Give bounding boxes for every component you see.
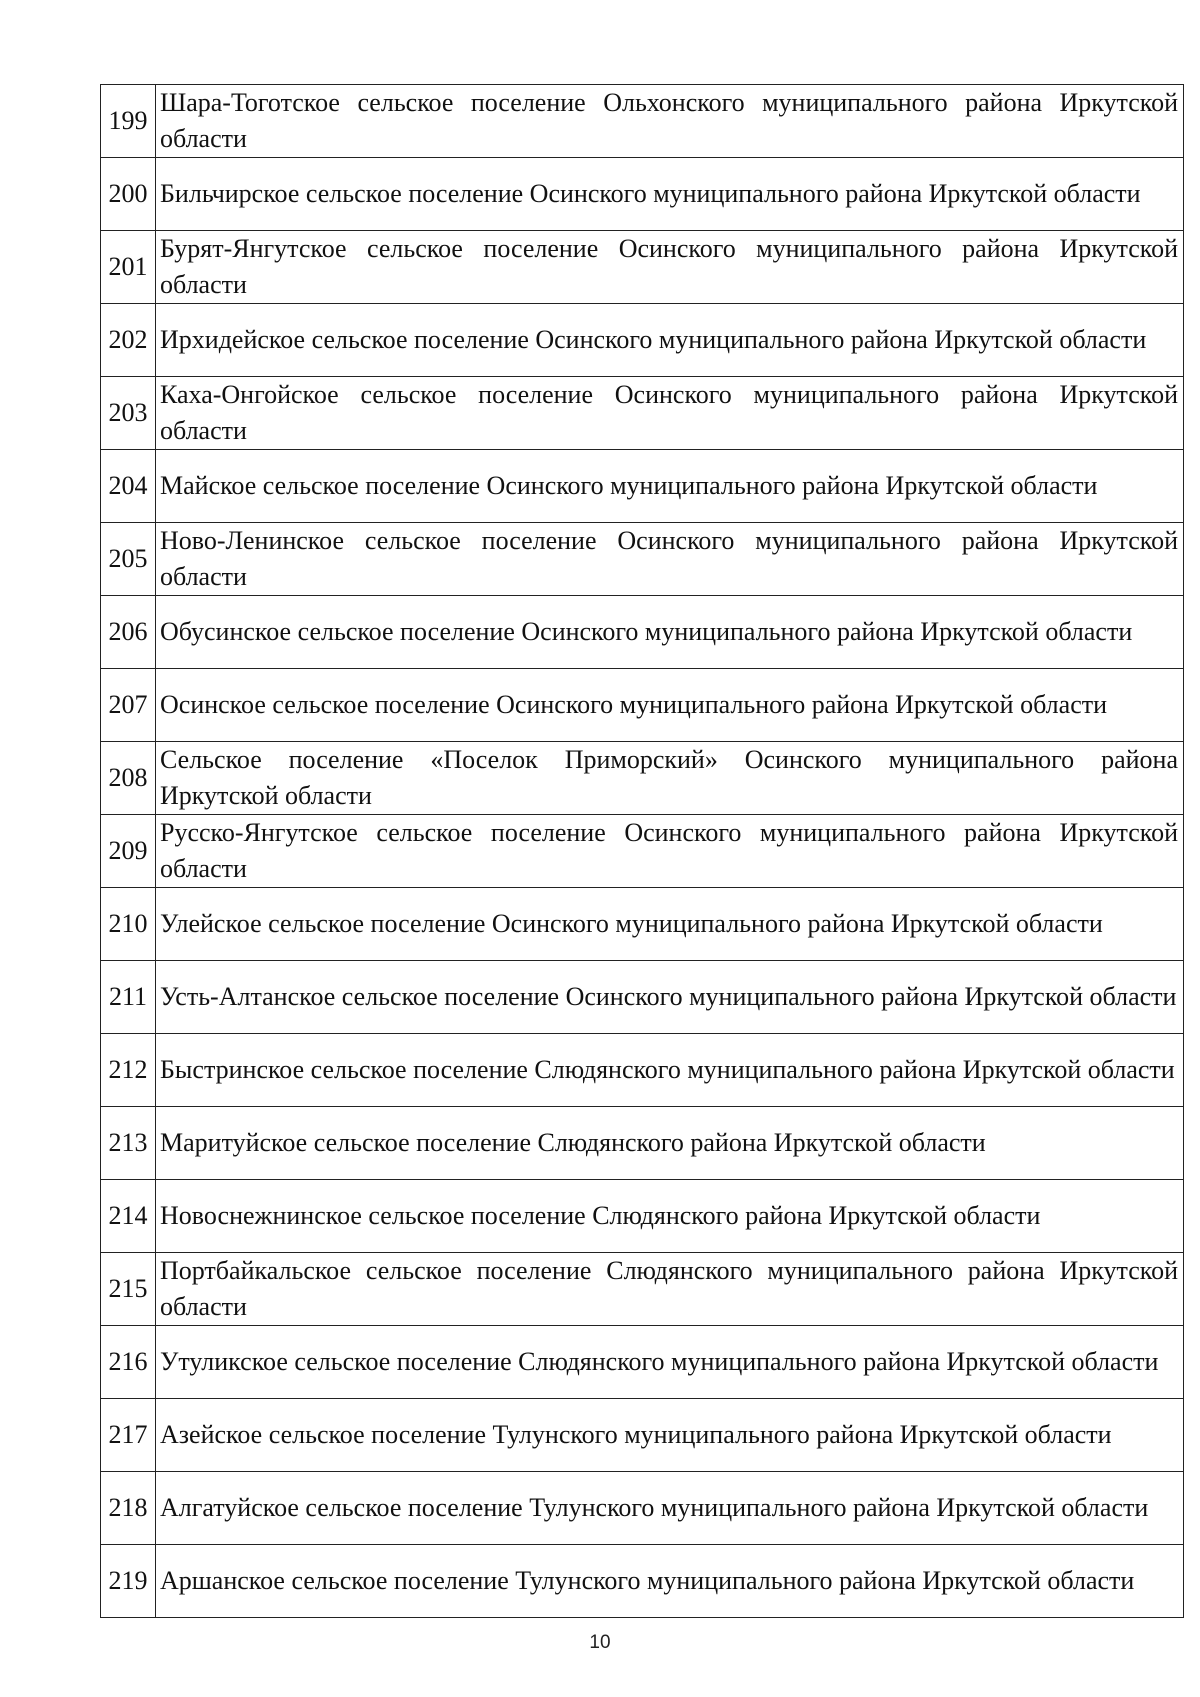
settlement-name: Майское сельское поселение Осинского муниципального района Иркутской области: [156, 450, 1184, 523]
row-number: 214: [101, 1180, 156, 1253]
row-number: 203: [101, 377, 156, 450]
table-row: [101, 888, 1184, 961]
row-number: 207: [101, 669, 156, 742]
settlement-name: Русско-Янгутское сельское поселение Осинского муниципального района Иркутской области: [156, 815, 1184, 888]
table-row: [101, 1180, 1184, 1253]
table-row: [101, 961, 1184, 1034]
settlement-name: Обусинское сельское поселение Осинского муниципального района Иркутской области: [156, 596, 1184, 669]
row-number: 201: [101, 231, 156, 304]
table-row: [101, 523, 1184, 596]
table-row: [101, 158, 1184, 231]
row-number: 217: [101, 1399, 156, 1472]
settlement-name: Ирхидейское сельское поселение Осинского муниципального района Иркутской области: [156, 304, 1184, 377]
table-row: [101, 1034, 1184, 1107]
table-row: [101, 1399, 1184, 1472]
table-row: [101, 85, 1184, 158]
row-number: 199: [101, 85, 156, 158]
settlement-name: Портбайкальское сельское поселение Слюдянского муниципального района Иркутской области: [156, 1253, 1184, 1326]
settlement-name: Алгатуйское сельское поселение Тулунского муниципального района Иркутской области: [156, 1472, 1184, 1545]
settlement-name: Осинское сельское поселение Осинского муниципального района Иркутской области: [156, 669, 1184, 742]
settlement-name: Шара-Тоготское сельское поселение Ольхонского муниципального района Иркутской области: [156, 85, 1184, 158]
settlement-name: Улейское сельское поселение Осинского муниципального района Иркутской области: [156, 888, 1184, 961]
settlement-name: Сельское поселение «Поселок Приморский» Осинского муниципального района Иркутской области: [156, 742, 1184, 815]
page-number: 10: [589, 1632, 611, 1653]
settlements-table: [100, 84, 1184, 1618]
settlement-name: Новоснежнинское сельское поселение Слюдянского района Иркутской области: [156, 1180, 1184, 1253]
settlement-name: Азейское сельское поселение Тулунского муниципального района Иркутской области: [156, 1399, 1184, 1472]
table-row: [101, 1107, 1184, 1180]
table-row: [101, 1472, 1184, 1545]
settlement-name: Каха-Онгойское сельское поселение Осинского муниципального района Иркутской области: [156, 377, 1184, 450]
row-number: 218: [101, 1472, 156, 1545]
row-number: 215: [101, 1253, 156, 1326]
table-row: [101, 596, 1184, 669]
table-row: [101, 1326, 1184, 1399]
table-row: [101, 377, 1184, 450]
settlement-name: Быстринское сельское поселение Слюдянского муниципального района Иркутской области: [156, 1034, 1184, 1107]
row-number: 216: [101, 1326, 156, 1399]
row-number: 205: [101, 523, 156, 596]
settlement-name: Бильчирское сельское поселение Осинского муниципального района Иркутской области: [156, 158, 1184, 231]
settlement-name: Утуликское сельское поселение Слюдянского муниципального района Иркутской области: [156, 1326, 1184, 1399]
row-number: 200: [101, 158, 156, 231]
row-number: 210: [101, 888, 156, 961]
table-row: [101, 742, 1184, 815]
row-number: 213: [101, 1107, 156, 1180]
settlement-name: Усть-Алтанское сельское поселение Осинского муниципального района Иркутской области: [156, 961, 1184, 1034]
table-row: [101, 450, 1184, 523]
row-number: 212: [101, 1034, 156, 1107]
settlement-name: Бурят-Янгутское сельское поселение Осинского муниципального района Иркутской области: [156, 231, 1184, 304]
table-row: [101, 231, 1184, 304]
row-number: 206: [101, 596, 156, 669]
row-number: 209: [101, 815, 156, 888]
table-row: [101, 1545, 1184, 1618]
table-row: [101, 815, 1184, 888]
table-row: [101, 1253, 1184, 1326]
row-number: 204: [101, 450, 156, 523]
row-number: 208: [101, 742, 156, 815]
row-number: 211: [101, 961, 156, 1034]
settlement-name: Маритуйское сельское поселение Слюдянского района Иркутской области: [156, 1107, 1184, 1180]
row-number: 202: [101, 304, 156, 377]
table-row: [101, 304, 1184, 377]
row-number: 219: [101, 1545, 156, 1618]
table-row: [101, 669, 1184, 742]
settlements-table-body: [101, 85, 1184, 1618]
settlement-name: Ново-Ленинское сельское поселение Осинского муниципального района Иркутской области: [156, 523, 1184, 596]
settlement-name: Аршанское сельское поселение Тулунского муниципального района Иркутской области: [156, 1545, 1184, 1618]
